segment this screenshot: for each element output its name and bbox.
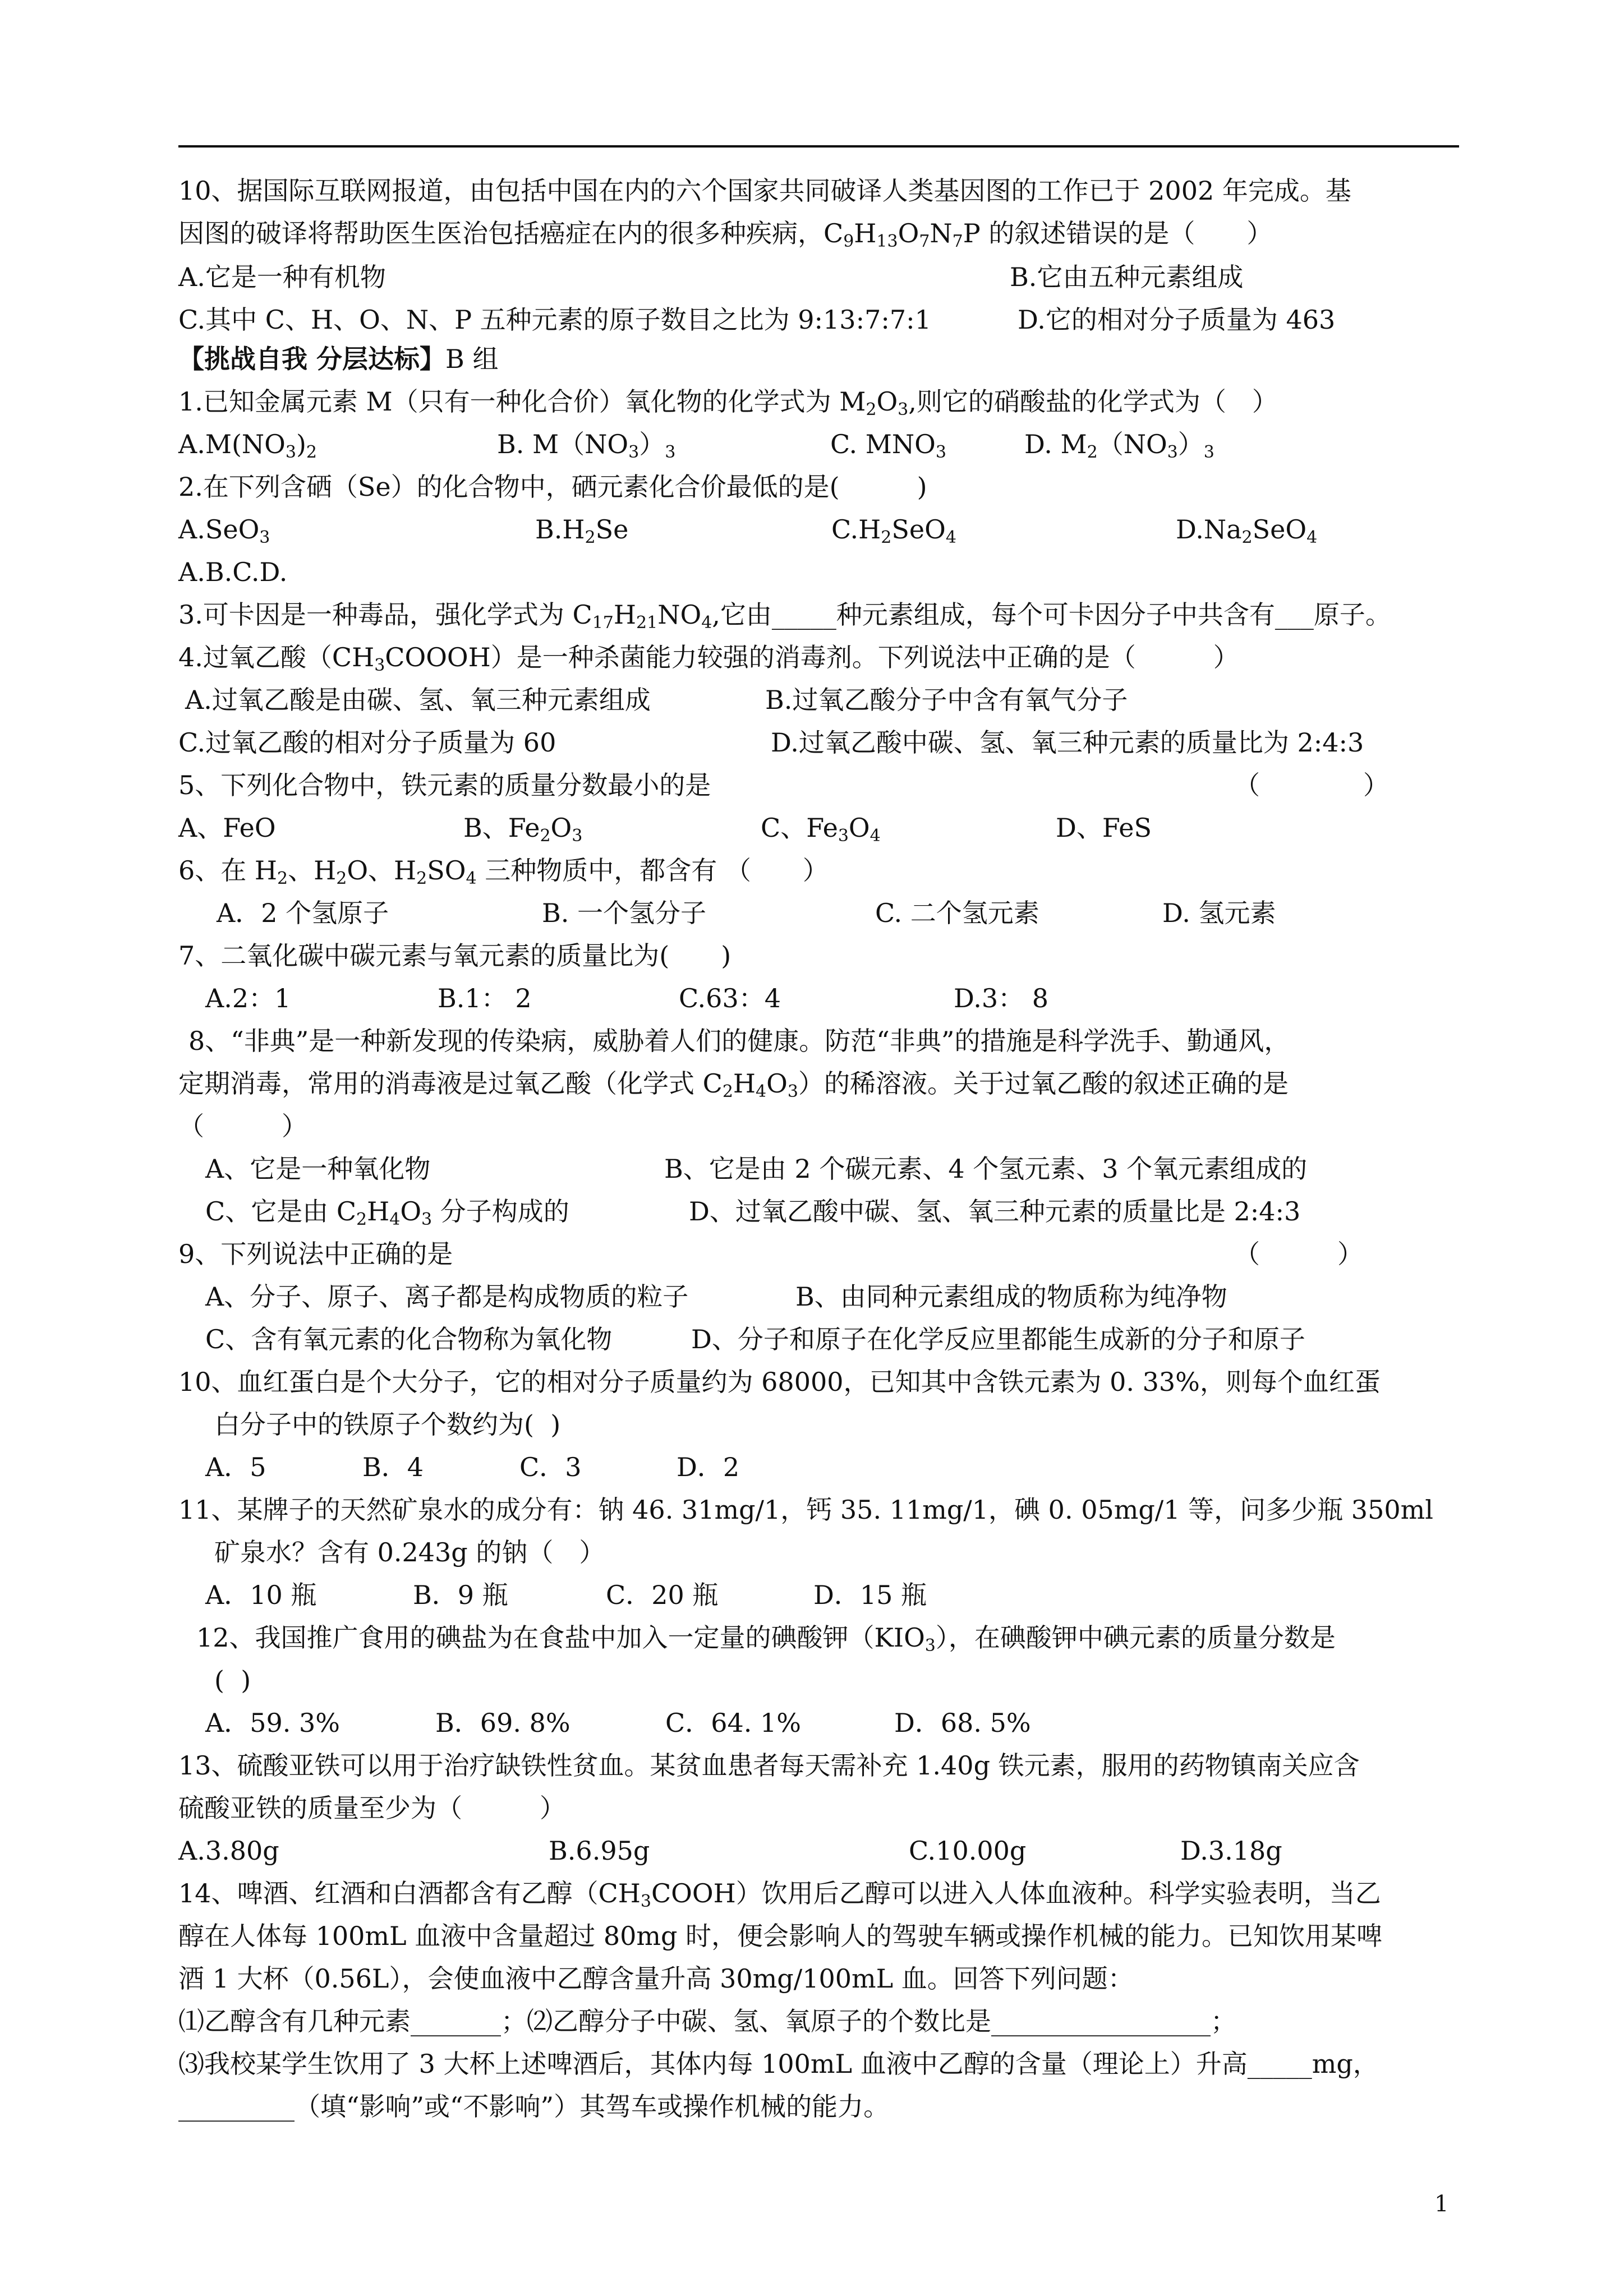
header-rule [178, 145, 1459, 147]
text-line: C．3 [519, 1452, 582, 1482]
text-line: C. $MNO_3$ [830, 429, 946, 462]
text-line: $A.M(NO_3)_2$ [178, 429, 317, 462]
text-line: 12、我国推广食用的碘盐为在食盐中加入一定量的碘酸钾$(KIO_3)$，在碘酸钾中碘元素的质量分数是 [196, 1622, 1336, 1656]
text-line: A．59. 3% [205, 1708, 340, 1738]
text-line: 因图的破译将帮助医生医治包括癌症在内的很多种疾病，$C_9H_{13}O_7N_7P$ 的叙述错误的是（ ） [178, 218, 1273, 251]
text-line: D.它的相对分子质量为 463 [1018, 305, 1336, 335]
text-line: D、FeS [1056, 813, 1152, 843]
text-line: B．69. 8% [435, 1708, 571, 1738]
page-number: 1 [1434, 2191, 1449, 2217]
text-line: B．4 [362, 1452, 424, 1482]
text-line: B.过氧乙酸分子中含有氧气分子 [765, 685, 1128, 715]
text-line: 白分子中的铁原子个数约为( ) [214, 1409, 561, 1440]
text-line: 矿泉水？含有 0.243g 的钠（ ） [214, 1537, 605, 1567]
text-line: A.B.C.D. [178, 557, 288, 587]
text-line: D. 氢元素 [1162, 898, 1276, 928]
text-line: $C.H_2SeO_4$ [831, 514, 956, 547]
text-line: 10、据国际互联网报道，由包括中国在内的六个国家共同破译人类基因图的工作已于 2002 年完成。基 [178, 176, 1351, 206]
text-line: B．9 瓶 [413, 1580, 508, 1610]
text-line: B.1： 2 [438, 983, 532, 1013]
text-line: 醇在人体每 100mL 血液中含量超过 80mg 时，便会影响人的驾驶车辆或操作机械的能力。已知饮用某啤 [178, 1921, 1383, 1951]
text-line: 7、二氧化碳中碳元素与氧元素的质量比为( ) [178, 940, 732, 971]
text-line: 14、啤酒、红酒和白酒都含有乙醇$(CH_3COOH)$饮用后乙醇可以进入人体血液种。科学实验表明，当乙 [178, 1878, 1381, 1911]
text-line: B.它由五种元素组成 [1010, 262, 1244, 292]
text-line: D.过氧乙酸中碳、氢、氧三种元素的质量比为 2:4:3 [771, 727, 1364, 758]
text-line: D．15 瓶 [813, 1580, 927, 1610]
text-line: _________（填“影响”或“不影响”）其驾车或操作机械的能力。 [178, 2091, 890, 2122]
text-line: 【挑战自我 分层达标】B 组 [178, 344, 499, 374]
text-line: D．68. 5% [894, 1708, 1031, 1738]
text-line: A．10 瓶 [205, 1580, 317, 1610]
text-line: D、过氧乙酸中碳、氢、氧三种元素的质量比是 2:4:3 [689, 1196, 1301, 1227]
text-line: A．2 个氢原子 [217, 898, 389, 928]
text-line: 3.可卡因是一种毒品，强化学式为 $C_{17}H_{21}NO_4$,它由_____种元素组成，每个可卡因分子中共含有___原子。 [178, 600, 1391, 633]
text-line: （ ） [1234, 1239, 1363, 1269]
text-line: C.过氧乙酸的相对分子质量为 60 [178, 727, 556, 758]
text-line: C.63：4 [679, 983, 781, 1013]
text-line: 9、下列说法中正确的是 [178, 1239, 453, 1269]
text-line: A、分子、原子、离子都是构成物质的粒子 [205, 1281, 689, 1312]
text-line: 定期消毒，常用的消毒液是过氧乙酸（化学式 $C_2H_4O_3$）的稀溶液。关于过氧乙酸的叙述正确的是 [178, 1068, 1289, 1101]
text-line: $D.Na_2SeO_4$ [1176, 514, 1318, 547]
text-line: C、含有氧元素的化合物称为氧化物 [205, 1324, 613, 1354]
text-line: C、它是由 $C_2H_4O_3$ 分子构成的 [205, 1196, 569, 1229]
text-line: 8、“非典”是一种新发现的传染病，威胁着人们的健康。防范“非典”的措施是科学洗手、勤通风， [188, 1026, 1290, 1056]
text-line: D.3.18g [1180, 1836, 1282, 1866]
text-line: B、$Fe_2O_3$ [463, 813, 583, 846]
text-line: A．5 [205, 1452, 266, 1482]
text-line: A.2：1 [205, 983, 291, 1013]
text-line: D、分子和原子在化学反应里都能生成新的分子和原子 [691, 1324, 1305, 1354]
text-line: B、它是由 2 个碳元素、4 个氢元素、3 个氧元素组成的 [664, 1154, 1308, 1184]
text-line: C．20 瓶 [606, 1580, 719, 1610]
text-line: 2.在下列含硒（Se）的化合物中，硒元素化合价最低的是( ) [178, 472, 927, 502]
text-line: C．64. 1% [665, 1708, 801, 1738]
text-line: D.3： 8 [954, 983, 1049, 1013]
text-line: 13、硫酸亚铁可以用于治疗缺铁性贫血。某贫血患者每天需补充 1.40g 铁元素，服用的药物镇南关应含 [178, 1750, 1360, 1781]
text-line: B.6.95g [549, 1836, 650, 1866]
text-line: C、$Fe_3O_4$ [761, 813, 881, 846]
text-line: 6、在 $H_2$、$H_2O$、$H_2SO_4$ 三种物质中，都含有 （ ） [178, 855, 829, 888]
text-line: 11、某牌子的天然矿泉水的成分有：钠 46. 31mg/1，钙 35. 11mg/1，碘 0. 05mg/1 等，问多少瓶 350ml [178, 1495, 1433, 1525]
text-line: ⑴乙醇含有几种元素_______；⑵乙醇分子中碳、氢、氧原子的个数比是_________________； [178, 2006, 1236, 2036]
text-line: A、FeO [178, 813, 276, 843]
text-line: $B.H_2Se$ [535, 514, 629, 547]
text-line: 5、下列化合物中，铁元素的质量分数最小的是 [178, 770, 711, 800]
text-line: A.SeO$_3$ [178, 514, 270, 547]
text-line: B. $M(NO_3)_3$ [497, 429, 676, 462]
text-line: ⑶我校某学生饮用了 3 大杯上述啤酒后，其体内每 100mL 血液中乙醇的含量（理论上）升高_____mg， [178, 2049, 1379, 2079]
text-line: D．2 [677, 1452, 740, 1482]
text-line: C.其中 C、H、O、N、P 五种元素的原子数目之比为 9:13:7:7:1 [178, 305, 931, 335]
text-line: 酒 1 大杯（0.56L），会使血液中乙醇含量升高 30mg/100mL 血。回答下列问题： [178, 1963, 1134, 1994]
text-line: B. 一个氢分子 [542, 898, 707, 928]
text-line: A.它是一种有机物 [178, 262, 386, 292]
text-line: （ ） [178, 1111, 307, 1141]
text-line: 硫酸亚铁的质量至少为（ ） [178, 1793, 565, 1823]
text-line: D. $M_2(NO_3)_3$ [1024, 429, 1214, 462]
text-line: A.过氧乙酸是由碳、氢、氧三种元素组成 [185, 685, 651, 715]
text-line: ( ) [214, 1665, 251, 1695]
text-line: B、由同种元素组成的物质称为纯净物 [795, 1281, 1227, 1312]
text-line: C. 二个氢元素 [875, 898, 1039, 928]
text-line: 4.过氧乙酸$(CH_3COOOH)$是一种杀菌能力较强的消毒剂。下列说法中正确的是（ ） [178, 642, 1239, 675]
text-line: A、它是一种氧化物 [205, 1154, 431, 1184]
text-line: 1.已知金属元素 M（只有一种化合价）氧化物的化学式为 $M_2O_3$,则它的硝酸盐的化学式为（ ） [178, 386, 1278, 419]
text-line: C.10.00g [909, 1836, 1027, 1866]
text-line: A.3.80g [178, 1836, 279, 1866]
text-line: （ ） [1234, 770, 1389, 800]
text-line: 10、血红蛋白是个大分子，它的相对分子质量约为 68000，已知其中含铁元素为 0. 33%，则每个血红蛋 [178, 1367, 1381, 1397]
